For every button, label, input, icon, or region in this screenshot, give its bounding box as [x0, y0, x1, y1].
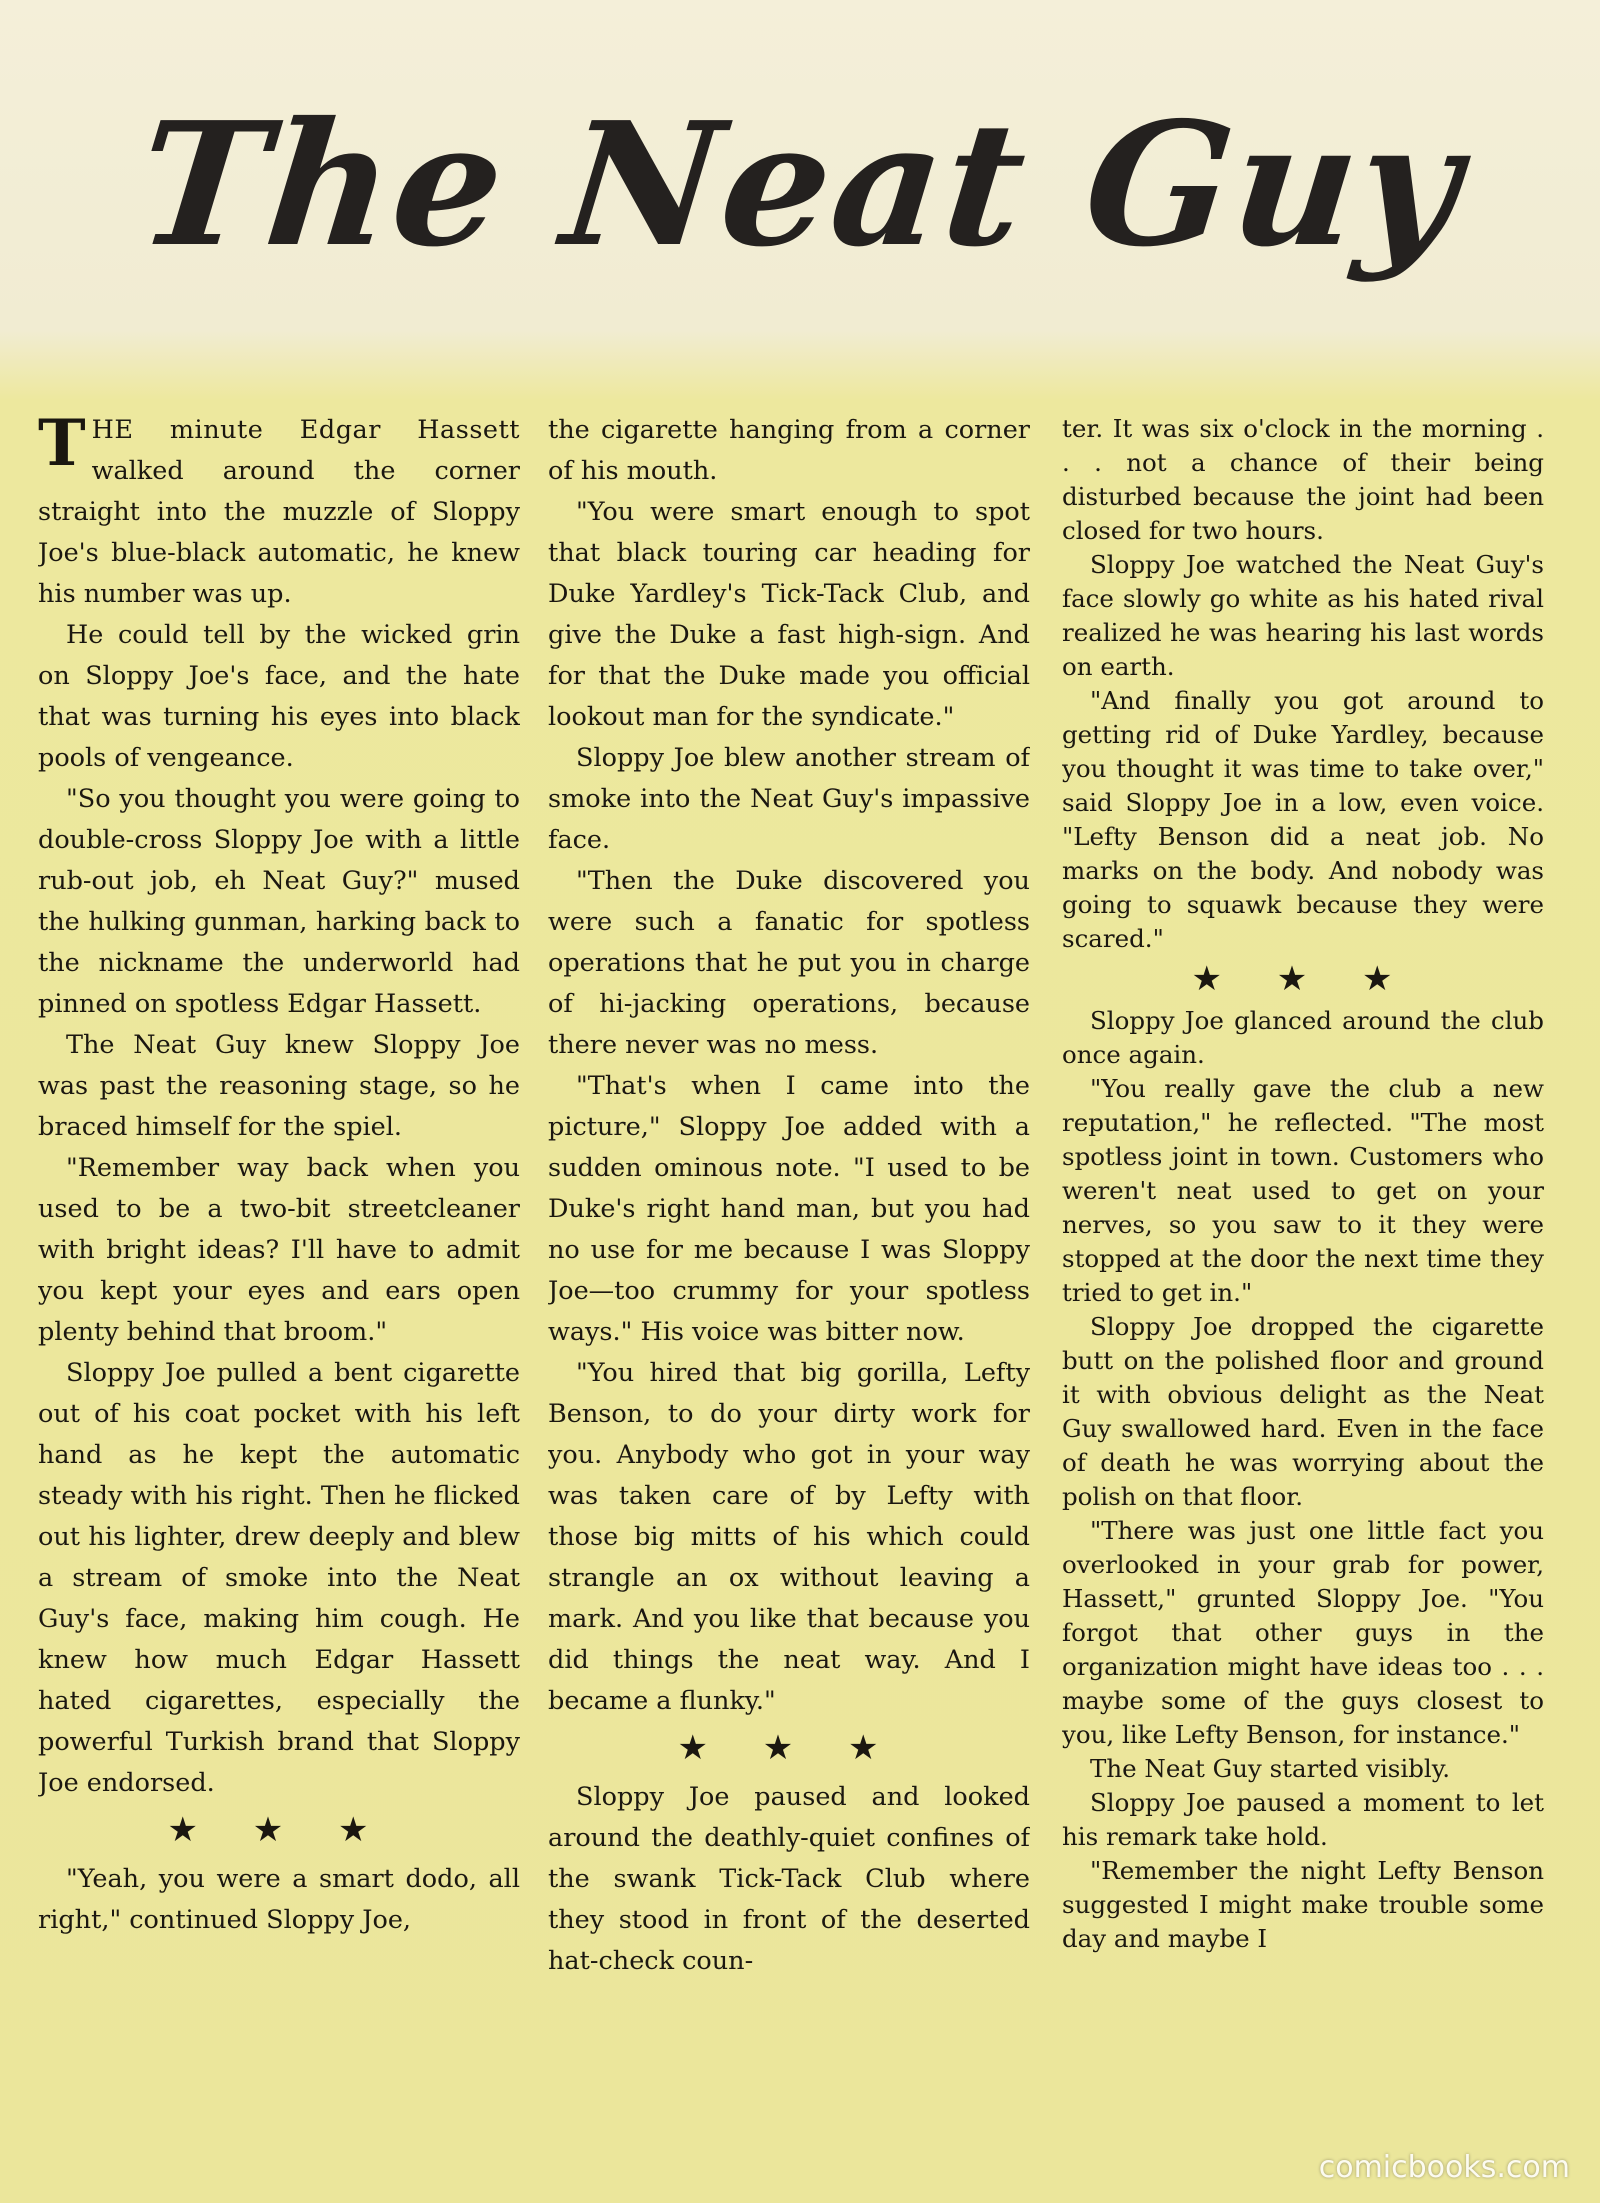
paragraph: the cigarette hanging from a corner of his mouth.: [548, 415, 1030, 486]
paragraph: Sloppy Joe paused and looked around the deathly-quiet confines of the swank Tick-Tack Club where they stood in front of the deserted hat-check coun-: [548, 1782, 1030, 1976]
paragraph: "You really gave the club a new reputation," he reflected. "The most spotless joint in town. Customers who weren't neat used to get on your nerves, so you saw to it they were stopped at the door the next time they tried to get in.": [1062, 1074, 1544, 1307]
paragraph: Sloppy Joe blew another stream of smoke into the Neat Guy's impassive face.: [548, 743, 1030, 855]
paragraph: Sloppy Joe dropped the cigarette butt on the polished floor and ground it with obvious delight as the Neat Guy swallowed hard. Even in the face of death he was worrying about the polish on that floor.: [1062, 1312, 1544, 1511]
paragraph: "There was just one little fact you overlooked in your grab for power, Hassett," grunted Sloppy Joe. "You forgot that other guys in the organization might have ideas too . . . maybe some of the guys closest to you, like Lefty Benson, for instance.": [1062, 1516, 1544, 1749]
paragraph: Sloppy Joe watched the Neat Guy's face slowly go white as his hated rival realized he was hearing his last words on earth.: [1062, 550, 1544, 681]
site-watermark: comicbooks.com: [1318, 2150, 1570, 2185]
story-title: The Neat Guy: [129, 85, 1471, 285]
paragraph: Sloppy Joe glanced around the club once again.: [1062, 1006, 1544, 1069]
paragraph: "Then the Duke discovered you were such a fanatic for spotless operations that he put you in charge of hi-jacking operations, because there never was no mess.: [548, 866, 1030, 1060]
paragraph: "So you thought you were going to double-cross Sloppy Joe with a little rub-out job, eh Neat Guy?" mused the hulking gunman, harking back to the nickname the underworld had pinned on spotless Edgar Hassett.: [38, 784, 520, 1019]
paragraph: "That's when I came into the picture," Sloppy Joe added with a sudden ominous note. "I used to be Duke's right hand man, but you had no use for me because I was Sloppy Joe—too crummy for your spotless ways." His voice was bitter now.: [548, 1071, 1030, 1347]
text-column-3: [1062, 412, 1544, 2112]
paragraph: "You hired that big gorilla, Lefty Benson, to do your dirty work for you. Anybody who got in your way was taken care of by Lefty with those big mitts of his which could strangle an ox without leaving a mark. And you like that because you did things the neat way. And I became a flunky.": [548, 1358, 1030, 1716]
paragraph: "You were smart enough to spot that black touring car heading for Duke Yardley's Tick-Tack Club, and give the Duke a fast high-sign. And for that the Duke made you official lookout man for the syndicate.": [548, 497, 1030, 732]
paragraph-text: HE minute Edgar Hassett walked around the corner straight into the muzzle of Sloppy Joe's blue-black automatic, he knew his number was up.: [38, 415, 520, 609]
section-break-stars: ★ ★ ★: [1191, 959, 1415, 999]
paragraph: "Yeah, you were a smart dodo, all right," continued Sloppy Joe,: [38, 1864, 520, 1935]
section-break-stars: ★ ★ ★: [167, 1810, 391, 1850]
paragraph: The Neat Guy started visibly.: [1090, 1754, 1451, 1783]
paragraph: The Neat Guy knew Sloppy Joe was past the reasoning stage, so he braced himself for the spiel.: [38, 1030, 520, 1142]
paragraph: ter. It was six o'clock in the morning . . . not a chance of their being disturbed because the joint had been closed for two hours.: [1062, 414, 1544, 545]
section-break-stars: ★ ★ ★: [677, 1728, 901, 1768]
drop-cap: T: [38, 410, 86, 481]
paragraph: "And finally you got around to getting rid of Duke Yardley, because you thought it was time to take over," said Sloppy Joe in a low, even voice. "Lefty Benson did a neat job. No marks on the body. And nobody was going to squawk because they were scared.": [1062, 686, 1544, 953]
paragraph: "Remember way back when you used to be a two-bit streetcleaner with bright ideas? I'll have to admit you kept your eyes and ears open plenty behind that broom.": [38, 1153, 520, 1347]
paragraph: Sloppy Joe pulled a bent cigarette out of his coat pocket with his left hand as he kept the automatic steady with his right. Then he flicked out his lighter, drew deeply and blew a stream of smoke into the Neat Guy's face, making him cough. He knew how much Edgar Hassett hated cigarettes, especially the powerful Turkish brand that Sloppy Joe endorsed.: [38, 1358, 520, 1798]
paragraph: He could tell by the wicked grin on Sloppy Joe's face, and the hate that was turning his eyes into black pools of vengeance.: [38, 620, 520, 773]
paragraph: Sloppy Joe paused a moment to let his remark take hold.: [1062, 1788, 1544, 1851]
paragraph: [38, 410, 520, 615]
paragraph: "Remember the night Lefty Benson suggested I might make trouble some day and maybe I: [1062, 1856, 1544, 1953]
text-column-1: [38, 410, 520, 2110]
text-column-2: [548, 410, 1030, 2110]
